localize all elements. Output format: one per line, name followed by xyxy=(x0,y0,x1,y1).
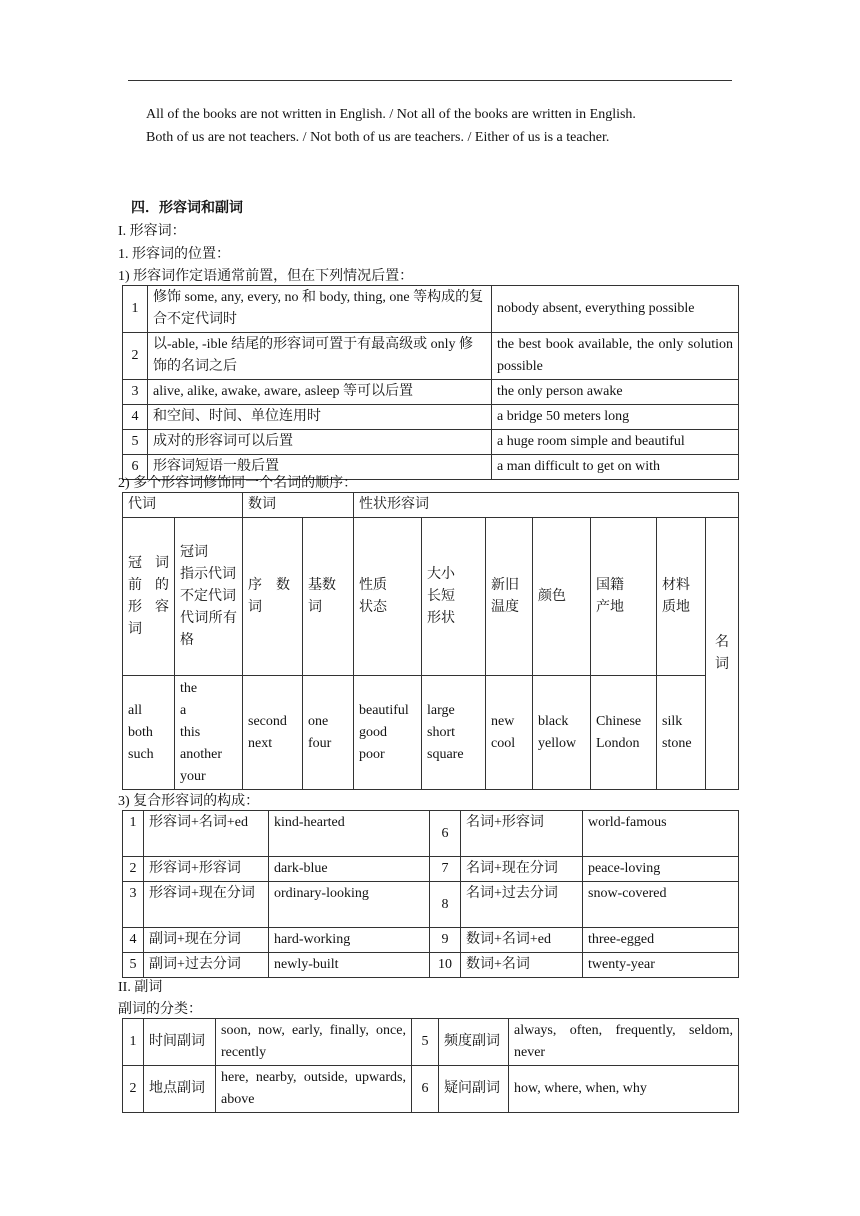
formation-cell: 形容词+现在分词 xyxy=(144,882,269,928)
example-cell: silk stone xyxy=(657,676,706,790)
noun-cell: 名词 xyxy=(706,518,739,790)
intro-line-1: All of the books are not written in English. / Not all of the books are written in English. xyxy=(146,107,636,122)
table-row xyxy=(123,676,739,790)
row-number: 6 xyxy=(430,811,461,857)
formation-cell: 副词+现在分词 xyxy=(144,928,269,953)
example-cell: newly-built xyxy=(269,953,430,978)
formation-cell: 副词+过去分词 xyxy=(144,953,269,978)
row-number: 5 xyxy=(123,430,148,455)
row-number: 9 xyxy=(430,928,461,953)
row-number: 4 xyxy=(123,928,144,953)
header-numeral: 数词 xyxy=(243,493,354,518)
row-number: 3 xyxy=(123,882,144,928)
adverb-type: 疑问副词 xyxy=(439,1066,509,1113)
adverb-type: 频度副词 xyxy=(439,1019,509,1066)
adverb-examples: how, where, when, why xyxy=(509,1066,739,1113)
header-pronoun: 代词 xyxy=(123,493,243,518)
rule-cell: 和空间、时间、单位连用时 xyxy=(148,405,492,430)
example-cell: three-egged xyxy=(583,928,739,953)
adverb-table xyxy=(122,1018,739,1113)
col-head: 冠词 指示代词 不定代词 代词所有格 xyxy=(175,518,243,676)
example-cell: all both such xyxy=(123,676,175,790)
section-title: 四．形容词和副词 xyxy=(131,201,243,216)
formation-cell: 数词+名词 xyxy=(461,953,583,978)
row-number: 1 xyxy=(123,286,148,333)
example-cell: twenty-year xyxy=(583,953,739,978)
col-head: 材料 质地 xyxy=(657,518,706,676)
formation-cell: 数词+名词+ed xyxy=(461,928,583,953)
adverb-type: 时间副词 xyxy=(144,1019,216,1066)
example-cell: snow-covered xyxy=(583,882,739,928)
formation-cell: 形容词+名词+ed xyxy=(144,811,269,857)
adjective-order-table xyxy=(122,492,739,790)
compound-adjective-table xyxy=(122,810,739,978)
row-number: 2 xyxy=(123,1066,144,1113)
rule-cell: 成对的形容词可以后置 xyxy=(148,430,492,455)
row-number: 8 xyxy=(430,882,461,928)
table-row xyxy=(123,493,739,518)
example-cell: new cool xyxy=(486,676,533,790)
example-cell: Chinese London xyxy=(591,676,657,790)
formation-cell: 名词+形容词 xyxy=(461,811,583,857)
col-head: 大小 长短 形状 xyxy=(422,518,486,676)
example-cell: ordinary-looking xyxy=(269,882,430,928)
row-number: 2 xyxy=(123,333,148,380)
col-head: 性质 状态 xyxy=(354,518,422,676)
table-row xyxy=(123,1019,739,1066)
example-cell: the only person awake xyxy=(492,380,739,405)
example-cell: the best book available, the only solution possible xyxy=(492,333,739,380)
formation-cell: 形容词+形容词 xyxy=(144,857,269,882)
adverb-examples: always, often, frequently, seldom, never xyxy=(509,1019,739,1066)
table-row xyxy=(123,882,739,928)
compound-heading: 3) 复合形容词的构成： xyxy=(118,794,260,809)
table-row xyxy=(123,430,739,455)
subheading-position-rule: 1) 形容词作定语通常前置，但在下列情况后置： xyxy=(118,269,414,284)
table-row xyxy=(123,1066,739,1113)
example-cell: a huge room simple and beautiful xyxy=(492,430,739,455)
adverb-title: II. 副词 xyxy=(118,980,163,995)
table-row xyxy=(123,518,739,676)
row-number: 2 xyxy=(123,857,144,882)
table-row xyxy=(123,380,739,405)
adverb-examples: here, nearby, outside, upwards, above xyxy=(216,1066,412,1113)
postposition-table xyxy=(122,285,739,480)
table-row xyxy=(123,928,739,953)
subheading-adjective: I. 形容词： xyxy=(118,224,186,239)
formation-cell: 名词+现在分词 xyxy=(461,857,583,882)
adverb-examples: soon, now, early, finally, once, recently xyxy=(216,1019,412,1066)
formation-cell: 名词+过去分词 xyxy=(461,882,583,928)
intro-line-2: Both of us are not teachers. / Not both of us are teachers. / Either of us is a teacher. xyxy=(146,130,610,145)
rule-cell: 以-able, -ible 结尾的形容词可置于有最高级或 only 修饰的名词之后 xyxy=(148,333,492,380)
adverb-subheading: 副词的分类： xyxy=(118,1002,202,1017)
example-cell: peace-loving xyxy=(583,857,739,882)
row-number: 7 xyxy=(430,857,461,882)
row-number: 1 xyxy=(123,811,144,857)
example-cell: a man difficult to get on with xyxy=(492,455,739,480)
header-rule xyxy=(128,80,732,81)
col-head: 新旧 温度 xyxy=(486,518,533,676)
col-head: 冠词前的形容词 xyxy=(123,518,175,676)
example-cell: kind-hearted xyxy=(269,811,430,857)
table-row xyxy=(123,953,739,978)
table-row xyxy=(123,286,739,333)
row-number: 5 xyxy=(123,953,144,978)
example-cell: beautiful good poor xyxy=(354,676,422,790)
example-cell: dark-blue xyxy=(269,857,430,882)
example-cell: the a this another your xyxy=(175,676,243,790)
example-cell: world-famous xyxy=(583,811,739,857)
col-head: 颜色 xyxy=(533,518,591,676)
example-cell: large short square xyxy=(422,676,486,790)
row-number: 4 xyxy=(123,405,148,430)
header-descriptive: 性状形容词 xyxy=(354,493,739,518)
example-cell: black yellow xyxy=(533,676,591,790)
col-head: 序 数词 xyxy=(243,518,303,676)
example-cell: nobody absent, everything possible xyxy=(492,286,739,333)
adverb-type: 地点副词 xyxy=(144,1066,216,1113)
rule-cell: 形容词短语一般后置 xyxy=(148,455,492,480)
table-row xyxy=(123,333,739,380)
rule-cell: alive, alike, awake, aware, asleep 等可以后置 xyxy=(148,380,492,405)
row-number: 6 xyxy=(412,1066,439,1113)
example-cell: hard-working xyxy=(269,928,430,953)
example-cell: a bridge 50 meters long xyxy=(492,405,739,430)
table-row xyxy=(123,857,739,882)
order-heading: 2) 多个形容词修饰同一个名词的顺序： xyxy=(118,476,358,491)
col-head: 国籍 产地 xyxy=(591,518,657,676)
rule-cell: 修饰 some, any, every, no 和 body, thing, one 等构成的复合不定代词时 xyxy=(148,286,492,333)
row-number: 6 xyxy=(123,455,148,480)
row-number: 10 xyxy=(430,953,461,978)
table-row xyxy=(123,811,739,857)
row-number: 5 xyxy=(412,1019,439,1066)
col-head: 基数词 xyxy=(303,518,354,676)
example-cell: one four xyxy=(303,676,354,790)
subheading-position: 1. 形容词的位置： xyxy=(118,247,230,262)
table-row xyxy=(123,405,739,430)
row-number: 1 xyxy=(123,1019,144,1066)
row-number: 3 xyxy=(123,380,148,405)
example-cell: second next xyxy=(243,676,303,790)
